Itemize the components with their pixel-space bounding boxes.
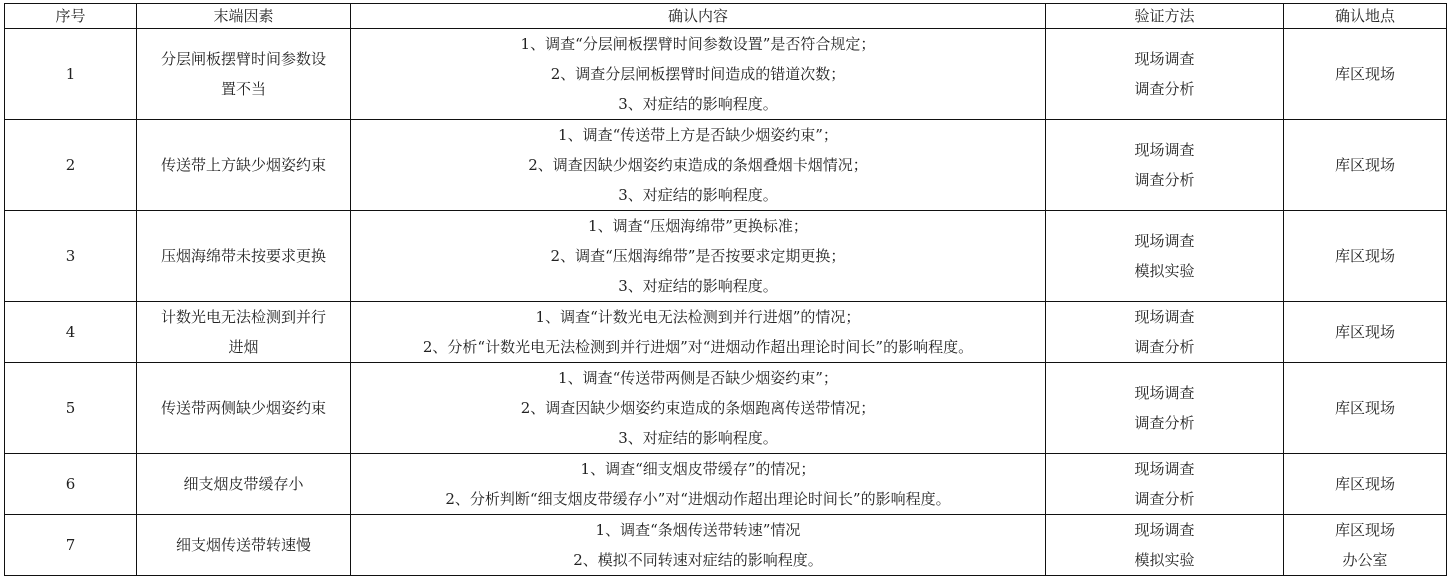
cell-method: [1046, 454, 1284, 515]
factor-line: 压烟海绵带未按要求更换: [160, 247, 326, 265]
cell-method: [1046, 211, 1284, 302]
content-line: 2、分析“计数光电无法检测到并行进烟”对“进烟动作超出理论时间长”的影响程度。: [422, 338, 974, 356]
content-line: 2、分析判断“细支烟皮带缓存小”对“进烟动作超出理论时间长”的影响程度。: [445, 490, 951, 508]
cell-content: [351, 363, 1046, 454]
content-line: 2、调查因缺少烟姿约束造成的条烟叠烟卡烟情况；: [528, 156, 868, 174]
cell-method: [1046, 363, 1284, 454]
method-line: 调查分析: [1134, 490, 1195, 508]
factor-line: 传送带两侧缺少烟姿约束: [160, 399, 326, 417]
method-line: 模拟实验: [1134, 551, 1195, 569]
table-row: [5, 120, 1447, 211]
method-line: 调查分析: [1134, 338, 1195, 356]
method-line: 调查分析: [1134, 171, 1195, 189]
cell-location: [1284, 211, 1447, 302]
cell-factor: [137, 29, 351, 120]
content-line: 1、调查“传送带上方是否缺少烟姿约束”；: [558, 126, 838, 144]
factor-line: 计数光电无法检测到并行: [160, 308, 326, 326]
cell-number: 4: [5, 302, 137, 363]
table-row: [5, 211, 1447, 302]
location-line: 办公室: [1342, 551, 1388, 569]
header-number: 序号: [5, 4, 137, 29]
location-line: 库区现场: [1334, 156, 1395, 174]
content-line: 2、调查因缺少烟姿约束造成的条烟跑离传送带情况；: [520, 399, 876, 417]
table-row: [5, 454, 1447, 515]
location-line: 库区现场: [1334, 247, 1395, 265]
cell-method: [1046, 29, 1284, 120]
method-line: 现场调查: [1134, 521, 1195, 539]
cell-number: 5: [5, 363, 137, 454]
table-row: [5, 515, 1447, 576]
cell-location: [1284, 302, 1447, 363]
method-line: 现场调查: [1134, 50, 1195, 68]
content-line: 3、对症结的影响程度。: [618, 429, 778, 447]
cell-content: [351, 515, 1046, 576]
method-line: 现场调查: [1134, 460, 1195, 478]
location-line: 库区现场: [1334, 399, 1395, 417]
content-line: 1、调查“压烟海绵带”更换标准；: [588, 217, 808, 235]
header-method: 验证方法: [1046, 4, 1284, 29]
content-line: 2、调查分层闸板摆臂时间造成的错道次数；: [550, 65, 846, 83]
factor-line: 细支烟传送带转速慢: [175, 536, 311, 554]
cell-factor: [137, 211, 351, 302]
header-content: 确认内容: [351, 4, 1046, 29]
factor-line: 细支烟皮带缓存小: [183, 475, 304, 493]
header-row: [5, 4, 1447, 29]
factor-line: 置不当: [220, 80, 266, 98]
cell-number: 1: [5, 29, 137, 120]
table-row: [5, 363, 1447, 454]
cell-content: [351, 454, 1046, 515]
cell-method: [1046, 302, 1284, 363]
cell-content: [351, 120, 1046, 211]
cell-location: [1284, 29, 1447, 120]
factor-line: 分层闸板摆臂时间参数设: [160, 50, 326, 68]
content-line: 3、对症结的影响程度。: [618, 186, 778, 204]
content-line: 1、调查“分层闸板摆臂时间参数设置”是否符合规定；: [520, 35, 876, 53]
method-line: 现场调查: [1134, 141, 1195, 159]
content-line: 2、模拟不同转速对症结的影响程度。: [573, 551, 823, 569]
cell-location: [1284, 454, 1447, 515]
cell-factor: [137, 515, 351, 576]
table-row: [5, 302, 1447, 363]
content-line: 1、调查“计数光电无法检测到并行进烟”的情况；: [535, 308, 861, 326]
location-line: 库区现场: [1334, 323, 1395, 341]
cell-content: [351, 211, 1046, 302]
cell-factor: [137, 302, 351, 363]
factor-line: 传送带上方缺少烟姿约束: [160, 156, 326, 174]
method-line: 现场调查: [1134, 384, 1195, 402]
cell-location: [1284, 515, 1447, 576]
method-line: 模拟实验: [1134, 262, 1195, 280]
content-line: 1、调查“传送带两侧是否缺少烟姿约束”；: [558, 369, 838, 387]
location-line: 库区现场: [1334, 65, 1395, 83]
cell-factor: [137, 454, 351, 515]
content-line: 2、调查“压烟海绵带”是否按要求定期更换；: [550, 247, 846, 265]
cell-method: [1046, 515, 1284, 576]
header-factor: 末端因素: [137, 4, 351, 29]
cell-number: 7: [5, 515, 137, 576]
cell-location: [1284, 120, 1447, 211]
cell-factor: [137, 120, 351, 211]
location-line: 库区现场: [1334, 475, 1395, 493]
cell-content: [351, 29, 1046, 120]
cell-content: [351, 302, 1046, 363]
table-row: [5, 29, 1447, 120]
method-line: 现场调查: [1134, 308, 1195, 326]
content-line: 1、调查“细支烟皮带缓存”的情况；: [580, 460, 816, 478]
factor-line: 进烟: [228, 338, 259, 356]
location-line: 库区现场: [1334, 521, 1395, 539]
content-line: 1、调查“条烟传送带转速”情况: [595, 521, 801, 539]
header-location: 确认地点: [1284, 4, 1447, 29]
cell-factor: [137, 363, 351, 454]
cell-method: [1046, 120, 1284, 211]
cell-location: [1284, 363, 1447, 454]
cell-number: 6: [5, 454, 137, 515]
cell-number: 3: [5, 211, 137, 302]
method-line: 调查分析: [1134, 80, 1195, 98]
content-line: 3、对症结的影响程度。: [618, 277, 778, 295]
verification-table: [4, 3, 1447, 576]
method-line: 调查分析: [1134, 414, 1195, 432]
method-line: 现场调查: [1134, 232, 1195, 250]
cell-number: 2: [5, 120, 137, 211]
content-line: 3、对症结的影响程度。: [618, 95, 778, 113]
